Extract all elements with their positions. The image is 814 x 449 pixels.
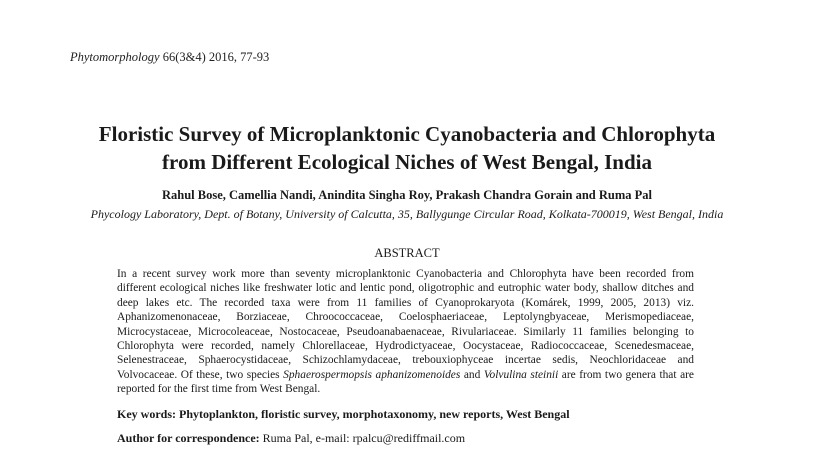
abstract-text-1: In a recent survey work more than seventy microplanktonic Cyanobacteria and Chlorophyta have been recorded from different ecological niches like freshwater lotic and lentic pond, oligotrophic and eutrophic water body, shallow ditches and deep lakes etc. The recorded taxa were from 11 families of Cyanoprokaryota (Komárek, 1999, 2005, 2013) viz. Aphanizomenonaceae, Borziaceae, Chroococcaceae, Coelosphaeriaceae, Leptolyngbyaceae, Merismopediaceae, Microcystaceae, Microcoleaceae, Nostocaceae, Pseudoanabaenaceae, Rivulariaceae. Similarly 11 families belonging to Chlorophyta were recorded, namely Chlorellaceae, Hydrodictyaceae, Oocystaceae, Radiococcaceae, Scenedesmaceae, Selenestraceae, Sphaerocystidaceae, Schizochlamydaceae, trebouxiophyceae incertae sedis, Neochloridaceae and Volvocaceae. Of these, two species [117,268,694,381]
journal-name: Phytomorphology [70,50,160,64]
correspondence [117,431,717,446]
abstract-heading: ABSTRACT [374,246,440,260]
abstract-text-2: and [460,368,484,381]
keywords-label: Key words: [117,407,176,421]
species-name-1: Sphaerospermopsis aphanizomenoides [283,368,461,381]
paper-title [40,120,774,176]
title-line-2: from Different Ecological Niches of West Bengal, India [162,150,652,174]
title-line-1: Floristic Survey of Microplanktonic Cyanobacteria and Chlorophyta [98,122,716,146]
species-name-2: Volvulina steinii [483,368,559,381]
affiliation: Phycology Laboratory, Dept. of Botany, University of Calcutta, 35, Ballygunge Circular Road, Kolkata-700019, West Bengal, India [90,207,724,221]
keywords [117,407,717,422]
keywords-value: Phytoplankton, floristic survey, morphotaxonomy, new reports, West Bengal [179,407,570,421]
authors: Rahul Bose, Camellia Nandi, Anindita Singha Roy, Prakash Chandra Gorain and Ruma Pal [161,188,653,202]
correspondence-label: Author for correspondence: [117,431,260,445]
correspondence-value: Ruma Pal, e-mail: rpalcu@rediffmail.com [262,431,466,445]
abstract-body [117,267,694,397]
journal-citation [70,50,269,65]
abstract-text-3: are from two genera that are reported for the first time from West Bengal. [117,368,694,396]
journal-volume: 66(3&4) 2016, 77-93 [162,50,270,64]
